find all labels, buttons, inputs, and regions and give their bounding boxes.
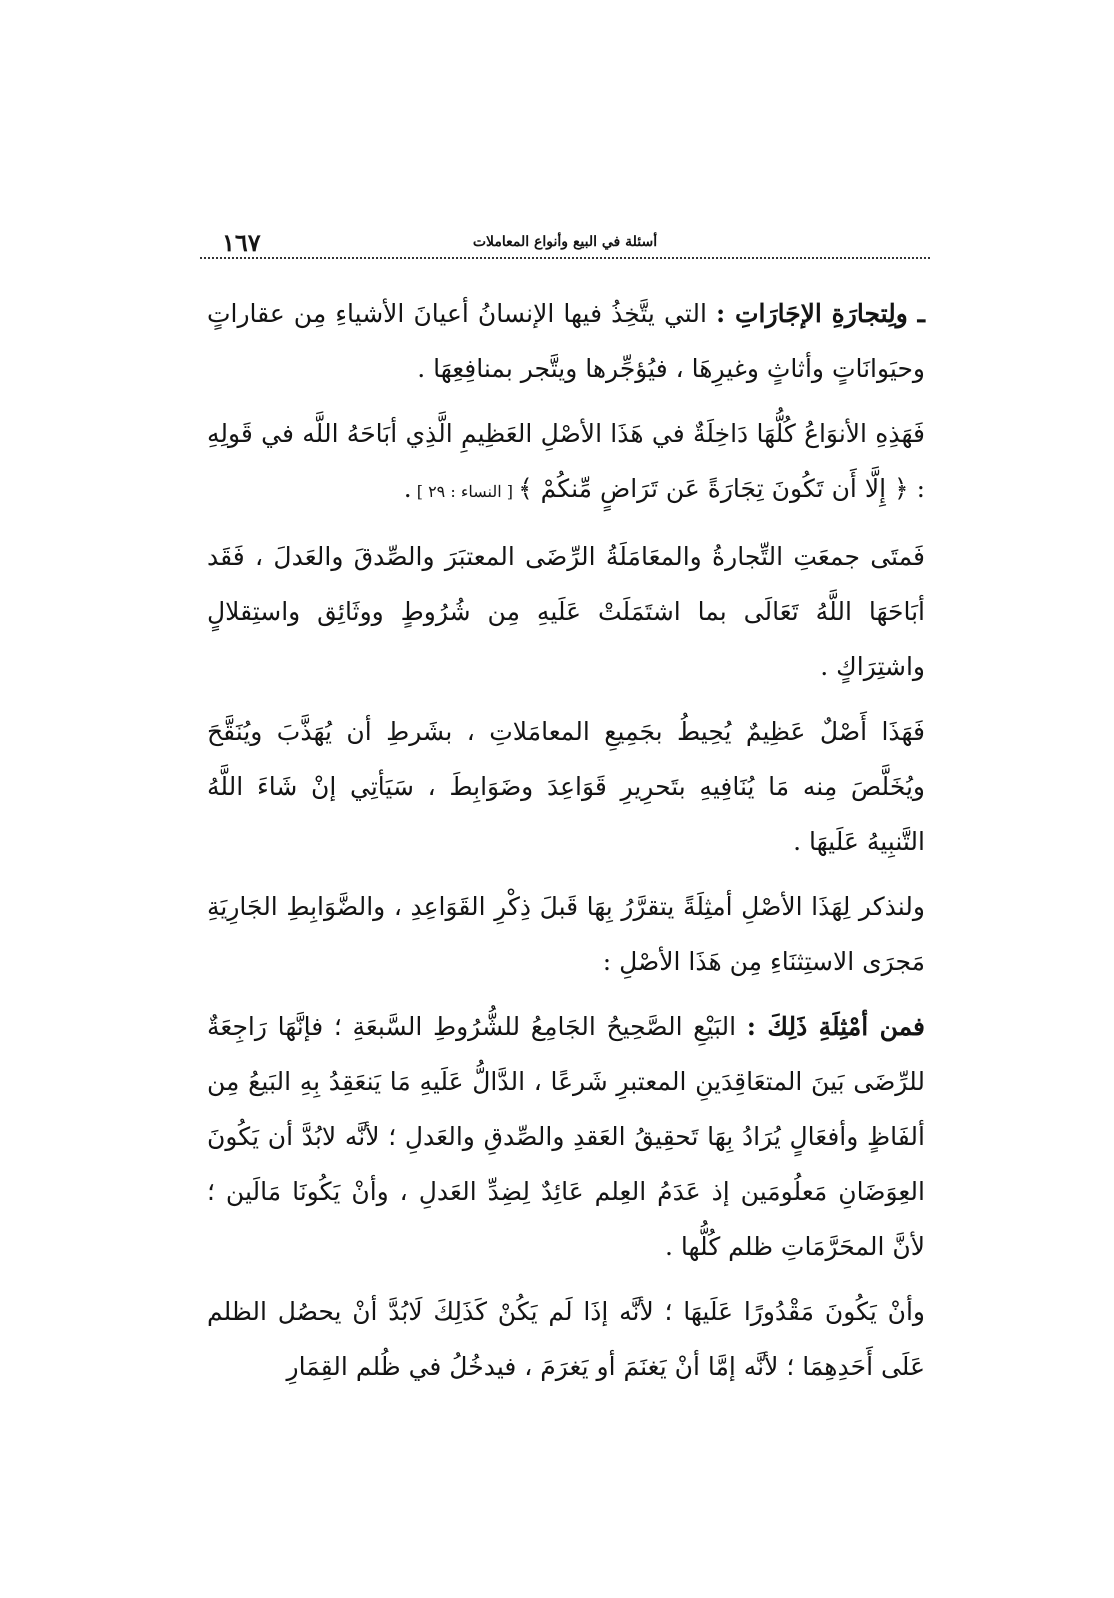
paragraph-6-text: البَيْعِ الصَّحِيحُ الجَامِعُ للشُّرُوطِ السَّبعَةِ ؛ فإنَّهَا رَاجِعَةٌ للرِّضَى بَينَ المتعَاقِدَينِ المعتبرِ شَرعًا ، الدَّالُّ عَلَيهِ مَا يَنعَقِدُ بِهِ البَيعُ مِن ألفَاظٍ وأفعَالٍ يُرَادُ بِهَا تَحقِيقُ العَقدِ والصِّدقِ والعَدلِ ؛ لأنَّه لابُدَّ أن يَكُونَ العِوَضَانِ مَعلُومَين إذ عَدَمُ العِلم عَائِدٌ لِضِدِّ العَدلِ ، وأنْ يَكُونَا مَالَين ؛ لأنَّ المحَرَّمَاتِ ظلم كُلُّها . — [207, 1012, 925, 1261]
paragraph-6 — [207, 999, 925, 1274]
paragraph-3-text: فَمتَى جمعَتِ التِّجارةُ والمعَامَلَةُ الرِّضَى المعتبَرَ والصِّدقَ والعَدلَ ، فَقَد أبَاحَهَا اللَّهُ تَعَالَى بما اشتَمَلَتْ عَلَيهِ مِن شُرُوطٍ ووثَائِق واستِقلالٍ واشتِرَاكٍ . — [207, 542, 925, 681]
paragraph-7-text: وأنْ يَكُونَ مَقْدُورًا عَلَيهَا ؛ لأنَّه إذَا لَم يَكُنْ كَذَلِكَ لَابُدَّ أنْ يحصُل الظلم عَلَى أَحَدِهِمَا ؛ لأنَّه إمَّا أنْ يَغنَمَ أو يَغرَمَ ، فيدخُلُ في ظُلم القِمَارِ — [207, 1297, 925, 1381]
paragraph-1-text: التي يتَّخِذُ فيها الإنسانُ أعيانَ الأشياءِ مِن عقاراتٍ وحيَوانَاتٍ وأثاثٍ وغيرِهَا ، فيُؤجِّرها ويتَّجر بمنافِعِهَا . — [207, 299, 925, 383]
paragraph-7 — [207, 1284, 925, 1394]
paragraph-4-text: فَهَذَا أَصْلٌ عَظِيمٌ يُحِيطُ بجَمِيعِ المعامَلاتِ ، بشَرطِ أن يُهَذَّبَ ويُنَقَّحَ ويُخَلَّصَ مِنه مَا يُنَافِيهِ بتَحرِيرِ قَوَاعِدَ وضَوَابِطَ ، سَيَأتِي إنْ شَاءَ اللَّهُ التَّنبِيهُ عَلَيهَا . — [207, 717, 925, 856]
paragraph-1-lead: ـ ولِتجارَةِ الإجَارَاتِ : — [715, 299, 925, 328]
page-number: ١٦٧ — [222, 228, 261, 257]
paragraph-5-text: ولنذكر لِهَذَا الأصْلِ أمثِلَةً يتقرَّرُ بِهَا قَبلَ ذِكْرِ القَوَاعِدِ ، والضَّوَابِطِ الجَارِيَةِ مَجرَى الاستِثنَاءِ مِن هَذَا الأصْلِ : — [207, 892, 925, 976]
paragraph-6-lead: فمن أمْثِلَةِ ذَلِكَ : — [746, 1012, 925, 1041]
running-title: أسئلة في البيع وأنواع المعاملات — [472, 234, 658, 250]
header-divider — [200, 257, 930, 259]
paragraph-2-end: . — [403, 474, 412, 503]
paragraph-1 — [207, 286, 925, 396]
body-text — [207, 286, 925, 1404]
verse-citation: [ النساء : ٢٩ ] — [411, 482, 519, 501]
paragraph-2 — [207, 406, 925, 519]
paragraph-5 — [207, 879, 925, 989]
paragraph-3 — [207, 529, 925, 694]
page-header — [200, 226, 930, 258]
paragraph-4 — [207, 704, 925, 869]
paragraph-2-text: فَهَذِهِ الأنوَاعُ كُلُّهَا دَاخِلَةٌ في هَذَا الأصْلِ العَظِيمِ الَّذِي أبَاحَهُ اللَّه في قَولِهِ : — [207, 419, 925, 503]
quran-verse: ﴿ إِلَّا أَن تَكُونَ تِجَارَةً عَن تَرَاضٍ مِّنكُمْ ﴾ — [518, 474, 909, 503]
